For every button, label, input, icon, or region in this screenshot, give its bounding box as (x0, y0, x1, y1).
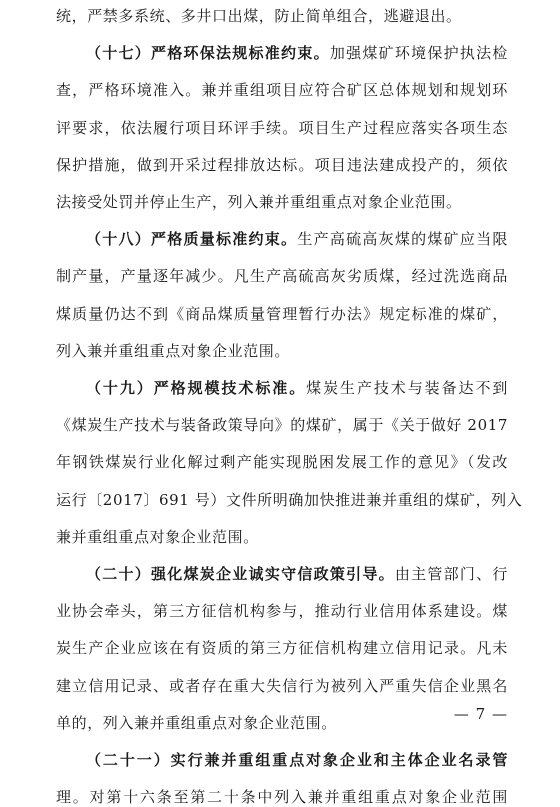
text-run: 煤炭生产技术与装备达不到 (306, 379, 509, 397)
section-heading: （十七）严格环保法规标准约束。 (86, 44, 330, 63)
text-line: 评要求，依法履行项目环评手续。项目生产过程应落实各项生态 (56, 118, 508, 137)
paragraph-first-line (86, 564, 508, 584)
paragraph-first-line (86, 229, 508, 249)
text-line: 制产量，产量逐年减少。凡生产高硫高灰劣质煤，经过洗选商品 (56, 267, 508, 286)
paragraph-first-line (86, 750, 508, 770)
text-line: 年钢铁煤炭行业化解过剩产能实现脱困发展工作的意见》（发改 (56, 453, 508, 472)
text-line: 业协会牵头，第三方征信机构参与，推动行业信用体系建设。煤 (56, 602, 508, 621)
text-line: 《煤炭生产技术与装备政策导向》的煤矿，属于《关于做好 2017 (56, 416, 508, 435)
section-heading: （二十）强化煤炭企业诚实守信政策引导。 (86, 565, 395, 583)
text-run: 加强煤矿环境保护执法检 (329, 44, 508, 63)
text-line: 炭生产企业应该在有资质的第三方征信机构建立信用记录。凡未 (56, 639, 508, 658)
text-line: 单的，列入兼并重组重点对象企业范围。 (56, 713, 337, 732)
text-line: 统，严禁多系统、多井口出煤，防止简单组合，逃避退出。 (56, 7, 462, 25)
text-run: 由主管部门、行 (394, 565, 508, 583)
section-heading: （十八）严格质量标准约束。 (86, 230, 298, 249)
text-line: 理。对第十六条至第二十条中列入兼并重组重点对象企业范围 (56, 788, 508, 807)
text-line: 列入兼并重组重点对象企业范围。 (56, 341, 291, 360)
text-line: 建立信用记录、或者存在重大失信行为被列入严重失信企业黑名 (56, 676, 508, 695)
paragraph-first-line (86, 43, 508, 63)
page-number: — 7 — (453, 705, 508, 723)
text-line: 兼并重组重点对象企业范围。 (56, 527, 259, 546)
text-run: 生产高硫高灰煤的煤矿应当限 (297, 230, 508, 249)
text-line: 保护措施，做到开采过程排放达标。项目违法建成投产的，须依 (56, 155, 508, 174)
text-line: 运行〔2017〕691 号）文件所明确加快推进兼并重组的煤矿，列入 (56, 490, 523, 509)
text-line: 法接受处罚并停止生产，列入兼并重组重点对象企业范围。 (56, 193, 462, 211)
paragraph-first-line (86, 378, 508, 398)
section-heading: （十九）严格规模技术标准。 (86, 379, 307, 397)
text-line: 查，严格环境准入。兼并重组项目应符合矿区总体规划和规划环 (56, 81, 508, 100)
text-line: 煤质量仍达不到《商品煤质量管理暂行办法》规定标准的煤矿， (56, 304, 508, 323)
section-heading: （二十一）实行兼并重组重点对象企业和主体企业名录管 (86, 751, 508, 769)
